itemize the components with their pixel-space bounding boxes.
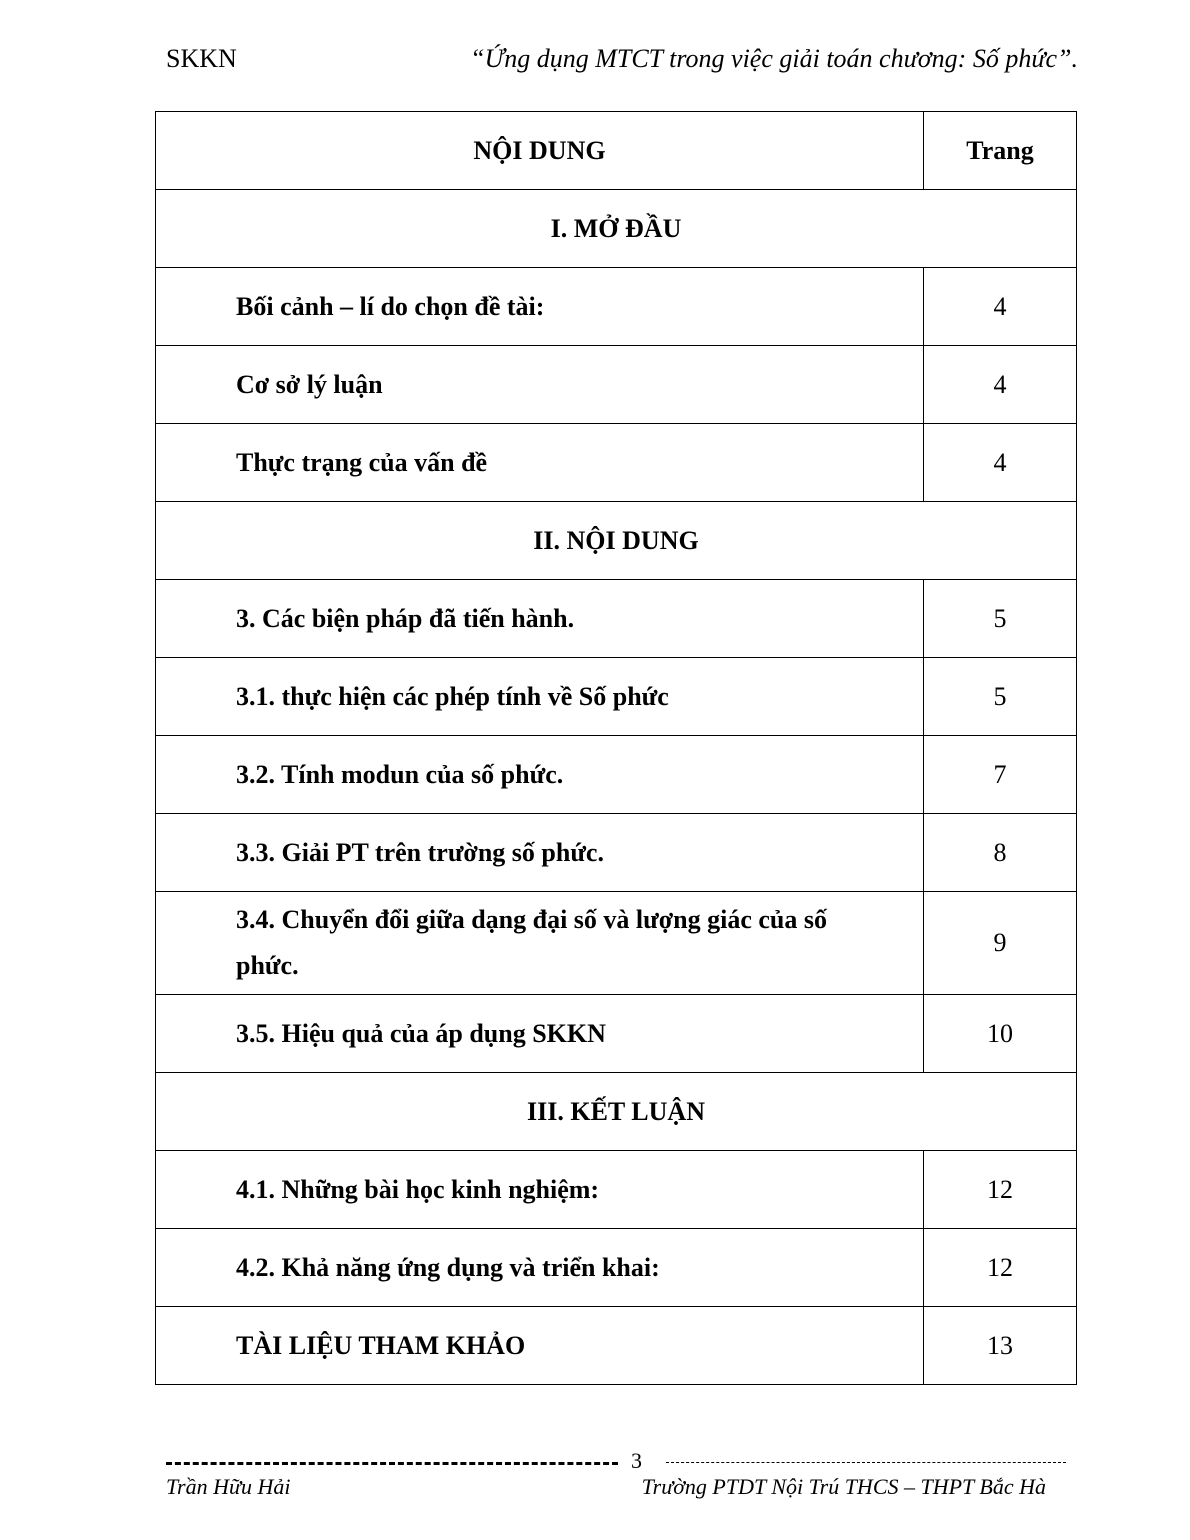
toc-item-page: 13 <box>924 1307 1077 1385</box>
section-row <box>156 1073 1077 1151</box>
table-row <box>156 892 1077 995</box>
toc-item-page: 12 <box>924 1151 1077 1229</box>
toc-item-label: Cơ sở lý luận <box>156 346 924 424</box>
footer-rule <box>166 1450 1066 1474</box>
toc-item-label: TÀI LIỆU THAM KHẢO <box>156 1307 924 1385</box>
toc-item-page: 8 <box>924 814 1077 892</box>
toc-item-label: 4.1. Những bài học kinh nghiệm: <box>156 1151 924 1229</box>
section-title: II. NỘI DUNG <box>156 502 1077 580</box>
table-row <box>156 1229 1077 1307</box>
section-row <box>156 502 1077 580</box>
table-row <box>156 736 1077 814</box>
toc-item-label: 3.1. thực hiện các phép tính về Số phức <box>156 658 924 736</box>
section-title: I. MỞ ĐẦU <box>156 190 1077 268</box>
toc-item-page: 4 <box>924 346 1077 424</box>
toc-item-page: 4 <box>924 424 1077 502</box>
table-row <box>156 995 1077 1073</box>
toc-item-label: 3.3. Giải PT trên trường số phức. <box>156 814 924 892</box>
toc-item-page: 5 <box>924 580 1077 658</box>
toc-item-label: 3.5. Hiệu quả của áp dụng SKKN <box>156 995 924 1073</box>
toc-item-page: 9 <box>924 892 1077 995</box>
table-row <box>156 1151 1077 1229</box>
toc-item-label: 4.2. Khả năng ứng dụng và triển khai: <box>156 1229 924 1307</box>
section-row <box>156 190 1077 268</box>
table-row <box>156 346 1077 424</box>
table-row <box>156 580 1077 658</box>
toc-item-page: 10 <box>924 995 1077 1073</box>
footer-school: Trường PTDT Nội Trú THCS – THPT Bắc Hà <box>641 1474 1046 1499</box>
footer-dash-right <box>666 1462 1066 1463</box>
table-header-row <box>156 112 1077 190</box>
table-row <box>156 424 1077 502</box>
table-row <box>156 268 1077 346</box>
table-row <box>156 658 1077 736</box>
toc-item-page: 7 <box>924 736 1077 814</box>
toc-item-label: Bối cảnh – lí do chọn đề tài: <box>156 268 924 346</box>
page-number: 3 <box>631 1448 642 1473</box>
toc-item-page: 4 <box>924 268 1077 346</box>
toc-item-label: 3.4. Chuyển đổi giữa dạng đại số và lượng giác của số phức. <box>156 892 924 995</box>
toc-item-label: Thực trạng của vấn đề <box>156 424 924 502</box>
table-of-contents <box>155 111 1077 1385</box>
footer-dash-left <box>166 1462 618 1465</box>
page-header <box>0 40 1190 80</box>
footer-author: Trần Hữu Hải <box>166 1474 291 1499</box>
header-title: “Ứng dụng MTCT trong việc giải toán chương: Số phức”. <box>470 44 1078 73</box>
column-header-content: NỘI DUNG <box>156 112 924 190</box>
section-title: III. KẾT LUẬN <box>156 1073 1077 1151</box>
column-header-page: Trang <box>924 112 1077 190</box>
toc-item-page: 5 <box>924 658 1077 736</box>
toc-item-label: 3.2. Tính modun của số phức. <box>156 736 924 814</box>
toc-item-page: 12 <box>924 1229 1077 1307</box>
toc-item-label: 3. Các biện pháp đã tiến hành. <box>156 580 924 658</box>
table-row <box>156 814 1077 892</box>
table-row <box>156 1307 1077 1385</box>
header-left: SKKN <box>166 44 237 73</box>
